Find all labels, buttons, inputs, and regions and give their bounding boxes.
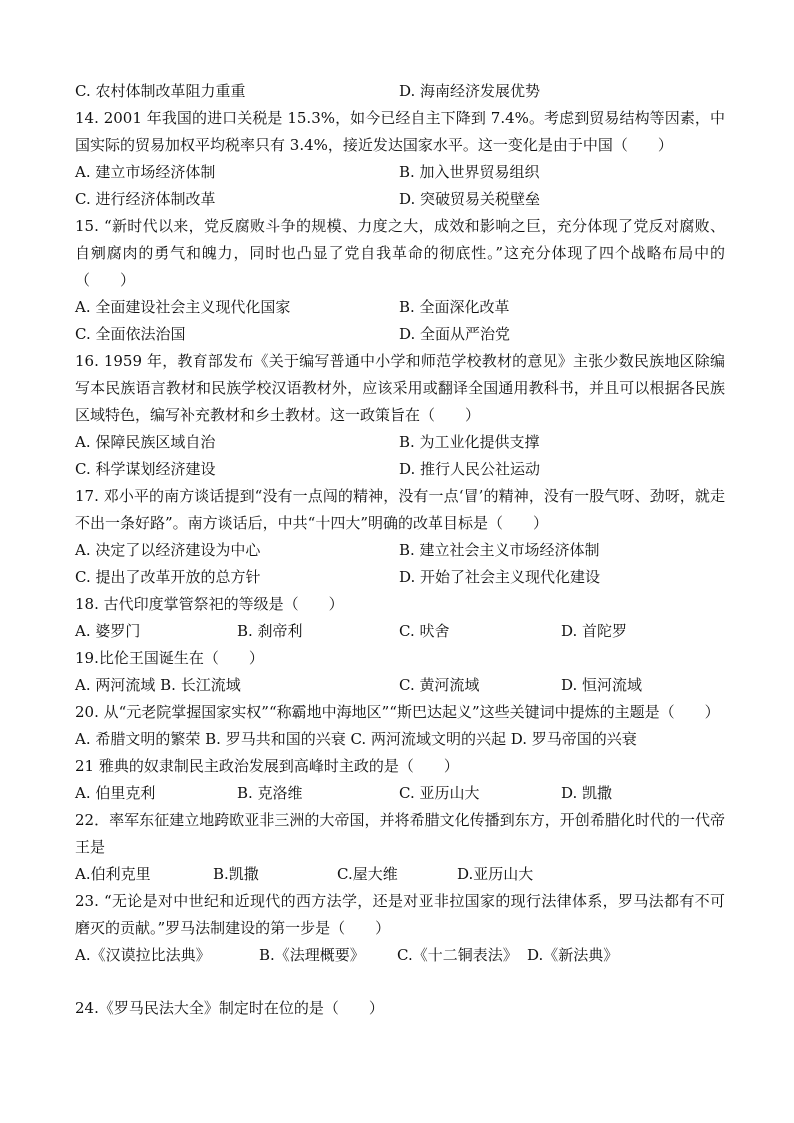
options [75,672,725,699]
question-stem: 22．率军东征建立地跨欧亚非三洲的大帝国，并将希腊文化传播到东方，开创希腊化时代的一代帝王是 [75,811,725,856]
question-14 [75,105,725,213]
options [75,780,725,807]
exam-page [75,78,725,1022]
options-line: A. 希腊文明的繁荣 B. 罗马共和国的兴衰 C. 两河流域文明的兴起 D. 罗马帝国的兴衰 [75,730,637,748]
options [75,726,725,753]
option-d: D. 突破贸易关税壁垒 [399,190,541,208]
option-b: B. 为工业化提供支撑 [399,433,540,451]
options [75,78,725,105]
option-c: C. 吠舍 [399,622,450,640]
option-c: C. 亚历山大 [399,784,480,802]
option-d: D.《新法典》 [527,946,619,964]
options [75,537,725,591]
option-a: A. 全面建设社会主义现代化国家 [75,298,291,316]
options [75,942,725,969]
question-stem: 18. 古代印度掌管祭祀的等级是（ ） [75,595,344,613]
question-stem: 14. 2001 年我国的进口关税是 15.3%，如今已经自主下降到 7.4%。考虑到贸易结构等因素，中国实际的贸易加权平均税率只有 3.4%，接近发达国家水平。这一变化是由于中国（ ） [75,109,725,154]
option-c: C.屋大维 [337,865,398,883]
question-18 [75,591,725,645]
option-b: B. 刹帝利 [237,622,303,640]
question-16 [75,348,725,483]
options [75,618,725,645]
option-c: C. 农村体制改革阻力重重 [75,82,246,100]
question-stem: 23. “无论是对中世纪和近现代的西方法学，还是对亚非拉国家的现行法律体系，罗马法都有不可磨灭的贡献。”罗马法制建设的第一步是（ ） [75,892,725,937]
question-stem: 16. 1959 年，教育部发布《关于编写普通中小学和师范学校教材的意见》主张少数民族地区除编写本民族语言教材和民族学校汉语教材外，应该采用或翻译全国通用教科书，并且可以根据各民族区域特色，编写补充教材和乡土教材。这一政策旨在（ ） [75,352,725,424]
option-a: A. 保障民族区域自治 [75,433,216,451]
option-c: C. 提出了改革开放的总方针 [75,568,261,586]
question-stem: 15. “新时代以来，党反腐败斗争的规模、力度之大，成效和影响之巨，充分体现了党反对腐败、自剜腐肉的勇气和魄力，同时也凸显了党自我革命的彻底性。”这充分体现了四个战略布局中的（ ） [75,217,725,289]
question-19 [75,645,725,699]
option-d: D. 开始了社会主义现代化建设 [399,568,601,586]
options [75,861,725,888]
option-a: A.《汉谟拉比法典》 [75,946,211,964]
question-stem: 20. 从“元老院掌握国家实权”“称霸地中海地区”“斯巴达起义”这些关键词中提炼的主题是（ ） [75,703,720,721]
option-b: B.凯撒 [213,865,259,883]
option-a: A. 决定了以经济建设为中心 [75,541,261,559]
option-b: B. 全面深化改革 [399,298,510,316]
option-c: C. 进行经济体制改革 [75,190,216,208]
option-b: B. 加入世界贸易组织 [399,163,540,181]
option-a: A.伯利克里 [75,865,151,883]
options [75,429,725,483]
option-c: C. 科学谋划经济建设 [75,460,216,478]
option-d: D. 推行人民公社运动 [399,460,541,478]
question-stem: 17. 邓小平的南方谈话提到“没有一点闯的精神，没有一点‘冒’的精神，没有一股气呀、劲呀，就走不出一条好路”。南方谈话后，中共“十四大”明确的改革目标是（ ） [75,487,725,532]
option-a-b: A. 两河流域 B. 长江流域 [75,676,241,694]
option-a: A. 婆罗门 [75,622,141,640]
options [75,159,725,213]
question-stem: 24.《罗马民法大全》制定时在位的是（ ） [75,999,384,1017]
question-15 [75,213,725,348]
option-d: D. 全面从严治党 [399,325,511,343]
option-d: D. 海南经济发展优势 [399,82,541,100]
option-d: D. 首陀罗 [561,622,628,640]
option-d: D. 凯撒 [561,784,613,802]
option-c: C. 全面依法治国 [75,325,186,343]
options [75,294,725,348]
question-17 [75,483,725,591]
question-22 [75,807,725,888]
option-c: C.《十二铜表法》 [397,946,518,964]
question-20 [75,699,725,753]
option-a: A. 建立市场经济体制 [75,163,216,181]
option-d: D.亚历山大 [457,865,534,883]
question-21 [75,753,725,807]
question-stem: 21 雅典的奴隶制民主政治发展到高峰时主政的是（ ） [75,757,459,775]
option-d: D. 恒河流域 [561,676,643,694]
option-b: B. 克洛维 [237,784,303,802]
option-a: A. 伯里克利 [75,784,156,802]
question-13-tail [75,78,725,105]
option-b: B.《法理概要》 [259,946,365,964]
option-c: C. 黄河流域 [399,676,480,694]
spacer [75,969,725,995]
option-spacer [237,672,399,699]
option-b: B. 建立社会主义市场经济体制 [399,541,600,559]
question-24 [75,995,725,1022]
question-23 [75,888,725,969]
question-stem: 19.比伦王国诞生在（ ） [75,649,264,667]
